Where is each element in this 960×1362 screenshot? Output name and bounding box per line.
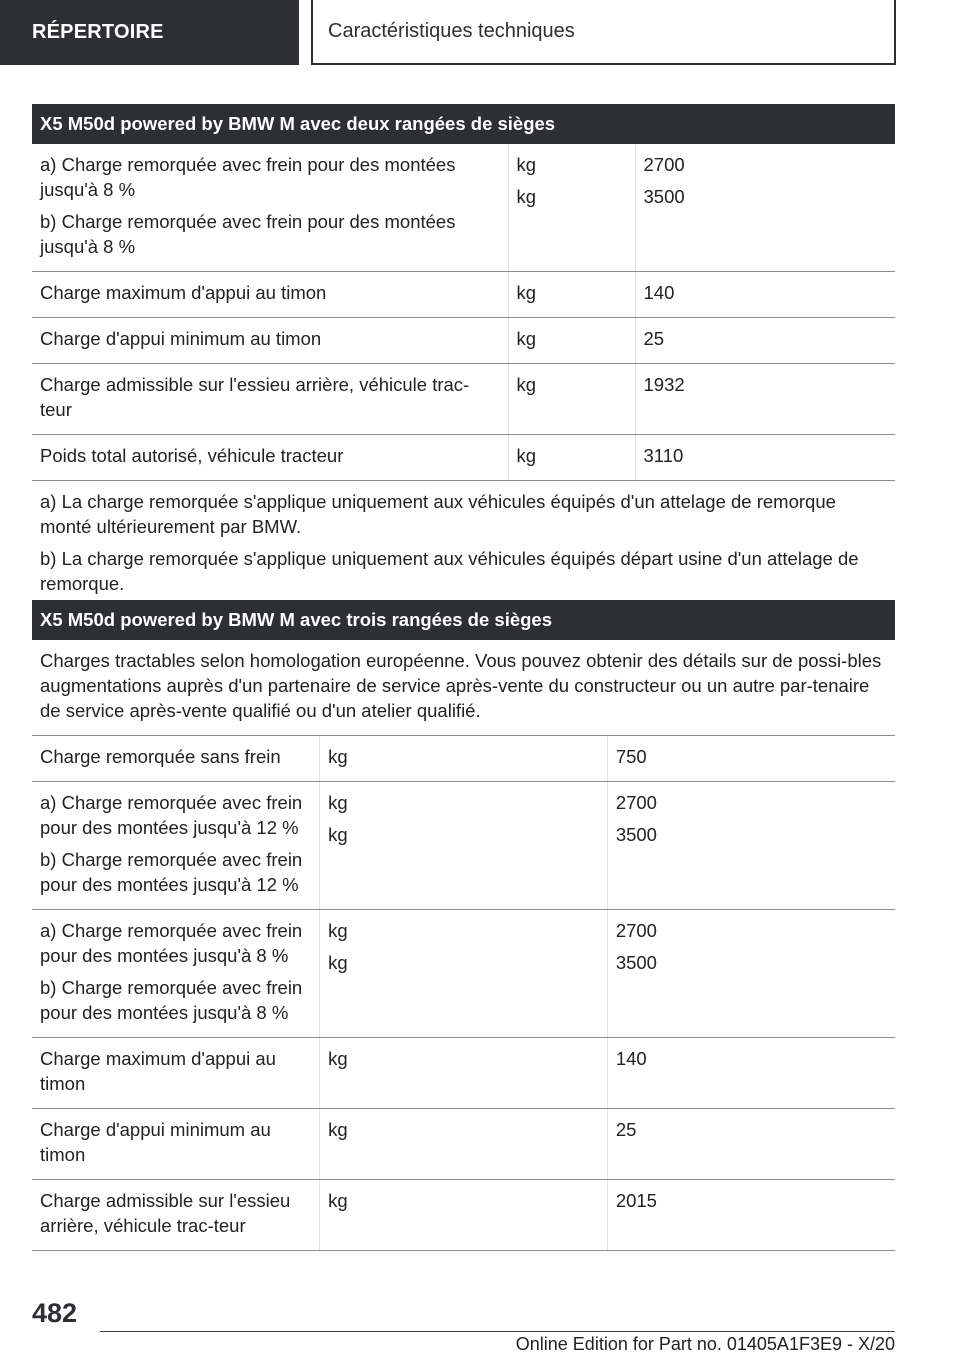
intro-row-cell — [32, 640, 895, 736]
row-unit-line: kg — [328, 1190, 348, 1211]
row-value — [635, 318, 895, 364]
table1-body — [32, 144, 895, 609]
spec-table — [32, 144, 895, 609]
row-label-line: b) Charge remorquée avec frein pour des montées jusqu'à 8 % — [40, 977, 303, 1023]
row-unit-line: kg — [328, 1048, 348, 1069]
footnote-row-line: a) La charge remorquée s'applique uniquement aux véhicules équipés d'un attelage de remorque monté ultérieurement par BMW. — [40, 491, 836, 537]
row-label — [32, 1180, 320, 1251]
footnote-row-line: b) La charge remorquée s'applique uniquement aux véhicules équipés départ usine d'un attelage de remorque. — [40, 548, 859, 594]
row-value — [607, 782, 895, 910]
table-row — [32, 364, 895, 435]
row-unit-line: kg — [516, 186, 537, 207]
section-tab-label: RÉPERTOIRE — [32, 21, 164, 43]
row-value-line: 2700 — [615, 792, 657, 813]
row-label-line: a) Charge remorquée avec frein pour des montées jusqu'à 8 % — [40, 154, 456, 200]
row-value-line: 140 — [615, 1048, 647, 1069]
table-title: X5 M50d powered by BMW M avec deux rangées de sièges — [32, 104, 895, 144]
table-row — [32, 144, 895, 272]
table-row — [32, 782, 895, 910]
row-unit-line: kg — [328, 920, 348, 941]
row-label-line: Poids total autorisé, véhicule tracteur — [40, 445, 344, 466]
row-unit-line: kg — [516, 445, 537, 466]
row-value-line: 25 — [615, 1119, 637, 1140]
row-unit — [508, 144, 635, 272]
section-tab[interactable] — [0, 0, 299, 65]
row-label — [32, 910, 320, 1038]
row-value-line: 750 — [615, 746, 647, 767]
row-value-line: 2700 — [615, 920, 657, 941]
table-row — [32, 1038, 895, 1109]
footer-divider — [100, 1331, 895, 1332]
row-label — [32, 736, 320, 782]
row-label-line: b) Charge remorquée avec frein pour des montées jusqu'à 12 % — [40, 849, 303, 895]
row-label-line: Charge maximum d'appui au timon — [40, 282, 327, 303]
row-value — [607, 1038, 895, 1109]
row-value-line: 1932 — [643, 374, 685, 395]
row-unit-line: kg — [328, 952, 348, 973]
row-unit-line: kg — [328, 1119, 348, 1140]
table-row — [32, 435, 895, 481]
row-value — [635, 435, 895, 481]
row-value-line: 2015 — [615, 1190, 657, 1211]
row-label-line: b) Charge remorquée avec frein pour des montées jusqu'à 8 % — [40, 211, 456, 257]
table-row — [32, 272, 895, 318]
row-value-line: 3110 — [643, 445, 684, 466]
row-unit-line: kg — [516, 154, 537, 175]
row-value — [607, 910, 895, 1038]
row-unit — [320, 1038, 608, 1109]
chapter-header — [311, 0, 896, 65]
row-label — [32, 1109, 320, 1180]
row-unit — [320, 1180, 608, 1251]
row-label-line: a) Charge remorquée avec frein pour des montées jusqu'à 8 % — [40, 920, 303, 966]
row-unit-line: kg — [516, 328, 537, 349]
row-value — [607, 1109, 895, 1180]
row-unit — [320, 736, 608, 782]
row-label — [32, 318, 508, 364]
row-unit-line: kg — [328, 792, 348, 813]
table-two-rows-seats — [32, 104, 895, 609]
table-row — [32, 318, 895, 364]
row-unit — [508, 272, 635, 318]
row-unit-line: kg — [328, 746, 348, 767]
page-number: 482 — [32, 1298, 78, 1328]
row-value — [635, 272, 895, 318]
row-label-line: Charge admissible sur l'essieu arrière, véhicule trac-teur — [40, 1190, 291, 1236]
row-value — [607, 1180, 895, 1251]
row-label-line: Charge d'appui minimum au timon — [40, 1119, 271, 1165]
row-unit — [508, 435, 635, 481]
row-unit — [508, 364, 635, 435]
row-label — [32, 144, 508, 272]
intro-row-line: Charges tractables selon homologation européenne. Vous pouvez obtenir des détails sur de possi-bles augmentations auprès d'un partenaire de service après-vente du constructeur ou un autre par-tenaire de service après-vente qualifié ou d'un atelier qualifié. — [40, 650, 882, 721]
table-row — [32, 910, 895, 1038]
footnote-row-cell — [32, 481, 895, 609]
row-label — [32, 435, 508, 481]
row-value-line: 3500 — [643, 186, 685, 207]
table-row — [32, 1180, 895, 1251]
table-title: X5 M50d powered by BMW M avec trois rangées de sièges — [32, 600, 895, 640]
row-label-line: a) Charge remorquée avec frein pour des montées jusqu'à 12 % — [40, 792, 303, 838]
row-unit-line: kg — [516, 282, 537, 303]
footnote-row — [32, 481, 895, 609]
row-label — [32, 364, 508, 435]
row-unit — [508, 318, 635, 364]
row-value — [635, 364, 895, 435]
row-value-line: 2700 — [643, 154, 685, 175]
row-unit-line: kg — [516, 374, 537, 395]
row-label-line: Charge d'appui minimum au timon — [40, 328, 322, 349]
row-value — [607, 736, 895, 782]
table-row — [32, 1109, 895, 1180]
row-label — [32, 782, 320, 910]
chapter-title: Caractéristiques techniques — [328, 20, 575, 42]
row-value — [635, 144, 895, 272]
table-three-rows-seats — [32, 600, 895, 1251]
row-label-line: Charge maximum d'appui au timon — [40, 1048, 276, 1094]
row-unit — [320, 782, 608, 910]
row-value-line: 3500 — [615, 824, 657, 845]
table-row — [32, 736, 895, 782]
row-label — [32, 1038, 320, 1109]
row-label-line: Charge admissible sur l'essieu arrière, véhicule trac-teur — [40, 374, 470, 420]
edition-note: Online Edition for Part no. 01405A1F3E9 - X/20 — [515, 1334, 895, 1354]
row-unit-line: kg — [328, 824, 348, 845]
row-label — [32, 272, 508, 318]
row-unit — [320, 1109, 608, 1180]
row-unit — [320, 910, 608, 1038]
row-label-line: Charge remorquée sans frein — [40, 746, 281, 767]
row-value-line: 25 — [643, 328, 665, 349]
table2-body — [32, 640, 895, 1251]
row-value-line: 3500 — [615, 952, 657, 973]
spec-table — [32, 640, 895, 1251]
intro-row — [32, 640, 895, 736]
row-value-line: 140 — [643, 282, 675, 303]
